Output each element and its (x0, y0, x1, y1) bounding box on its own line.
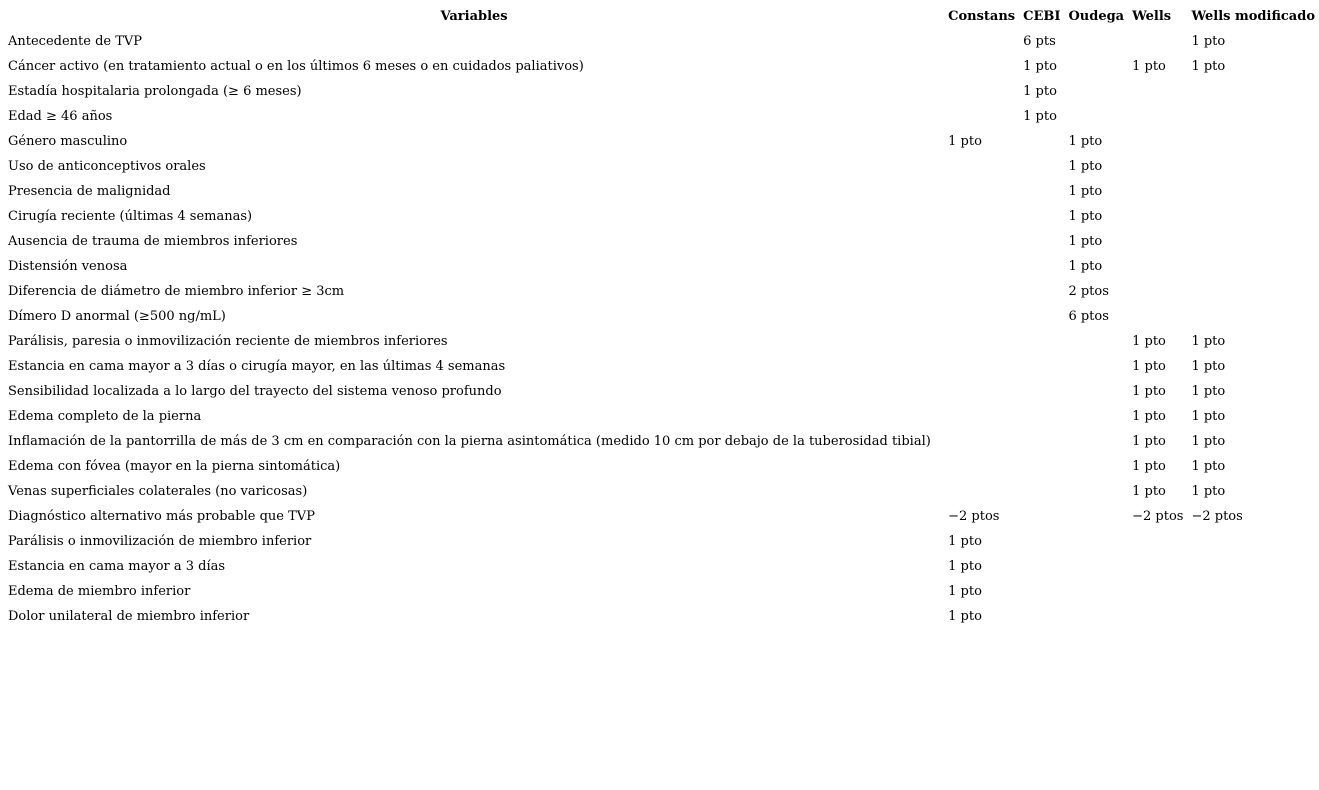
score-cell-oudega (1064, 29, 1128, 54)
score-cell-wells-modificado (1187, 604, 1319, 629)
table-row (4, 504, 1319, 529)
table-row (4, 304, 1319, 329)
score-cell-oudega (1064, 604, 1128, 629)
table-row (4, 554, 1319, 579)
score-cell-wells-modificado (1187, 279, 1319, 304)
score-cell-constans (944, 229, 1019, 254)
score-cell-cebi (1019, 254, 1064, 279)
score-cell-wells: 1 pto (1132, 59, 1166, 74)
score-cell-constans (944, 154, 1019, 179)
score-cell-wells: 1 pto (1132, 484, 1166, 499)
variable-cell: Edema de miembro inferior (8, 584, 191, 599)
score-cell-oudega: 1 pto (1068, 234, 1103, 249)
score-cell-wells-modificado (1187, 254, 1319, 279)
variable-cell: Parálisis o inmovilización de miembro inferior (8, 534, 312, 549)
variable-cell: Cáncer activo (en tratamiento actual o en los últimos 6 meses o en cuidados paliativos) (8, 59, 584, 74)
score-cell-constans: 1 pto (948, 134, 982, 149)
score-cell-wells (1128, 129, 1187, 154)
table-row (4, 604, 1319, 629)
score-cell-oudega (1064, 79, 1128, 104)
score-cell-constans: 1 pto (948, 534, 982, 549)
score-cell-wells: 1 pto (1132, 359, 1166, 374)
variable-cell: Distensión venosa (8, 259, 128, 274)
score-cell-constans (944, 279, 1019, 304)
variable-cell: Estancia en cama mayor a 3 días (8, 559, 226, 574)
score-cell-wells: 1 pto (1132, 434, 1166, 449)
score-cell-wells-modificado (1187, 229, 1319, 254)
variable-cell: Edema con fóvea (mayor en la pierna sintomática) (8, 459, 341, 474)
table-row (4, 79, 1319, 104)
variable-cell: Género masculino (8, 134, 128, 149)
score-cell-constans (944, 254, 1019, 279)
score-cell-cebi (1019, 554, 1064, 579)
score-cell-cebi (1019, 479, 1064, 504)
table-row (4, 204, 1319, 229)
score-cell-wells (1128, 229, 1187, 254)
score-cell-wells-modificado: 1 pto (1191, 34, 1226, 49)
table-row (4, 379, 1319, 404)
score-cell-cebi (1019, 529, 1064, 554)
table-row (4, 404, 1319, 429)
variable-cell: Diagnóstico alternativo más probable que TVP (8, 509, 315, 524)
score-cell-constans (944, 54, 1019, 79)
score-cell-cebi (1019, 129, 1064, 154)
score-cell-constans: 1 pto (948, 559, 982, 574)
score-cell-cebi (1019, 154, 1064, 179)
score-cell-cebi (1019, 429, 1064, 454)
score-cell-wells: 1 pto (1132, 334, 1166, 349)
score-cell-cebi (1019, 404, 1064, 429)
table-row (4, 154, 1319, 179)
variable-cell: Estadía hospitalaria prolongada (≥ 6 meses) (8, 84, 302, 99)
table-row (4, 254, 1319, 279)
column-header-wells-modificado: Wells modificado (1191, 9, 1315, 24)
table-row (4, 329, 1319, 354)
score-cell-wells (1128, 79, 1187, 104)
table-row (4, 529, 1319, 554)
variable-cell: Edad ≥ 46 años (8, 109, 113, 124)
score-cell-wells-modificado (1187, 129, 1319, 154)
score-cell-cebi (1019, 579, 1064, 604)
score-cell-wells-modificado: 1 pto (1191, 459, 1226, 474)
score-cell-cebi (1019, 504, 1064, 529)
table-row (4, 454, 1319, 479)
score-cell-oudega: 1 pto (1068, 184, 1103, 199)
score-cell-constans (944, 454, 1019, 479)
score-cell-cebi (1019, 354, 1064, 379)
score-cell-wells (1128, 104, 1187, 129)
score-cell-wells (1128, 304, 1187, 329)
score-cell-wells-modificado (1187, 104, 1319, 129)
score-cell-oudega (1064, 54, 1128, 79)
score-cell-constans (944, 179, 1019, 204)
variable-cell: Venas superficiales colaterales (no varicosas) (8, 484, 308, 499)
column-header-variables: Variables (440, 9, 508, 24)
score-cell-constans (944, 354, 1019, 379)
score-cell-cebi: 1 pto (1023, 84, 1057, 99)
variable-cell: Estancia en cama mayor a 3 días o cirugía mayor, en las últimas 4 semanas (8, 359, 506, 374)
score-cell-wells (1128, 604, 1187, 629)
table-row (4, 179, 1319, 204)
header-row (4, 4, 1319, 29)
score-cell-wells (1128, 204, 1187, 229)
score-cell-oudega (1064, 104, 1128, 129)
score-cell-constans (944, 29, 1019, 54)
score-cell-wells (1128, 179, 1187, 204)
variable-cell: Antecedente de TVP (8, 34, 143, 49)
score-cell-constans (944, 479, 1019, 504)
score-cell-cebi: 1 pto (1023, 109, 1057, 124)
table-row (4, 54, 1319, 79)
score-cell-constans: 1 pto (948, 609, 982, 624)
score-cell-wells-modificado: 1 pto (1191, 384, 1226, 399)
score-cell-oudega: 1 pto (1068, 134, 1103, 149)
score-cell-constans: 1 pto (948, 584, 982, 599)
score-cell-wells-modificado (1187, 529, 1319, 554)
score-cell-cebi: 1 pto (1023, 59, 1057, 74)
table-row (4, 129, 1319, 154)
column-header-oudega: Oudega (1068, 9, 1125, 24)
score-cell-wells-modificado (1187, 579, 1319, 604)
score-cell-oudega (1064, 379, 1128, 404)
variable-cell: Parálisis, paresia o inmovilización reciente de miembros inferiores (8, 334, 448, 349)
score-cell-wells-modificado (1187, 179, 1319, 204)
score-cell-wells-modificado: 1 pto (1191, 484, 1226, 499)
score-cell-constans (944, 379, 1019, 404)
score-cell-wells-modificado: −2 ptos (1191, 509, 1243, 524)
table-header (4, 4, 1319, 29)
score-cell-cebi (1019, 204, 1064, 229)
score-cell-wells: 1 pto (1132, 409, 1166, 424)
score-cell-oudega (1064, 404, 1128, 429)
score-cell-constans (944, 79, 1019, 104)
variable-cell: Inflamación de la pantorrilla de más de 3 cm en comparación con la pierna asintomática (medido 10 cm por debajo de la tuberosidad tibial) (8, 434, 931, 449)
score-cell-wells (1128, 254, 1187, 279)
score-cell-wells-modificado (1187, 154, 1319, 179)
score-cell-wells (1128, 29, 1187, 54)
score-cell-wells (1128, 529, 1187, 554)
score-cell-constans (944, 404, 1019, 429)
score-cell-oudega: 6 ptos (1068, 309, 1109, 324)
table-row (4, 429, 1319, 454)
score-cell-oudega (1064, 529, 1128, 554)
score-cell-oudega (1064, 329, 1128, 354)
score-cell-wells (1128, 579, 1187, 604)
score-cell-oudega (1064, 504, 1128, 529)
variable-cell: Dímero D anormal (≥500 ng/mL) (8, 309, 226, 324)
score-cell-cebi: 6 pts (1023, 34, 1056, 49)
variable-cell: Ausencia de trauma de miembros inferiores (8, 234, 298, 249)
score-cell-oudega: 2 ptos (1068, 284, 1109, 299)
score-cell-constans (944, 204, 1019, 229)
table-row (4, 104, 1319, 129)
score-cell-oudega (1064, 554, 1128, 579)
variable-cell: Diferencia de diámetro de miembro inferior ≥ 3cm (8, 284, 345, 299)
score-cell-constans: −2 ptos (948, 509, 1000, 524)
score-cell-constans (944, 429, 1019, 454)
score-cell-cebi (1019, 179, 1064, 204)
dvt-score-table (4, 4, 1319, 629)
score-cell-oudega (1064, 454, 1128, 479)
score-cell-cebi (1019, 279, 1064, 304)
score-cell-wells-modificado: 1 pto (1191, 359, 1226, 374)
variable-cell: Uso de anticonceptivos orales (8, 159, 206, 174)
table-row (4, 354, 1319, 379)
score-cell-oudega (1064, 429, 1128, 454)
score-cell-wells-modificado: 1 pto (1191, 434, 1226, 449)
score-cell-wells-modificado: 1 pto (1191, 59, 1226, 74)
score-cell-wells-modificado (1187, 304, 1319, 329)
score-cell-oudega (1064, 354, 1128, 379)
score-cell-oudega: 1 pto (1068, 159, 1103, 174)
score-cell-oudega: 1 pto (1068, 209, 1103, 224)
score-cell-cebi (1019, 379, 1064, 404)
column-header-constans: Constans (948, 9, 1016, 24)
table-row (4, 229, 1319, 254)
score-cell-constans (944, 104, 1019, 129)
variable-cell: Sensibilidad localizada a lo largo del trayecto del sistema venoso profundo (8, 384, 502, 399)
score-cell-cebi (1019, 229, 1064, 254)
score-cell-wells: −2 ptos (1132, 509, 1184, 524)
score-cell-wells (1128, 279, 1187, 304)
table-row (4, 279, 1319, 304)
column-header-cebi: CEBI (1023, 9, 1061, 24)
score-cell-constans (944, 329, 1019, 354)
score-cell-wells-modificado (1187, 554, 1319, 579)
score-cell-wells (1128, 154, 1187, 179)
score-cell-wells-modificado: 1 pto (1191, 409, 1226, 424)
score-cell-cebi (1019, 454, 1064, 479)
table-row (4, 579, 1319, 604)
score-cell-wells-modificado (1187, 79, 1319, 104)
variable-cell: Presencia de malignidad (8, 184, 171, 199)
variable-cell: Dolor unilateral de miembro inferior (8, 609, 250, 624)
score-cell-cebi (1019, 604, 1064, 629)
variable-cell: Cirugía reciente (últimas 4 semanas) (8, 209, 253, 224)
score-cell-oudega (1064, 579, 1128, 604)
score-cell-cebi (1019, 304, 1064, 329)
table-body (4, 29, 1319, 629)
column-header-wells: Wells (1132, 9, 1172, 24)
score-cell-constans (944, 304, 1019, 329)
score-cell-cebi (1019, 329, 1064, 354)
variable-cell: Edema completo de la pierna (8, 409, 202, 424)
score-cell-wells-modificado (1187, 204, 1319, 229)
table-row (4, 29, 1319, 54)
score-cell-wells-modificado: 1 pto (1191, 334, 1226, 349)
score-cell-wells: 1 pto (1132, 459, 1166, 474)
table-row (4, 479, 1319, 504)
score-cell-oudega (1064, 479, 1128, 504)
score-cell-wells (1128, 554, 1187, 579)
score-cell-oudega: 1 pto (1068, 259, 1103, 274)
score-cell-wells: 1 pto (1132, 384, 1166, 399)
